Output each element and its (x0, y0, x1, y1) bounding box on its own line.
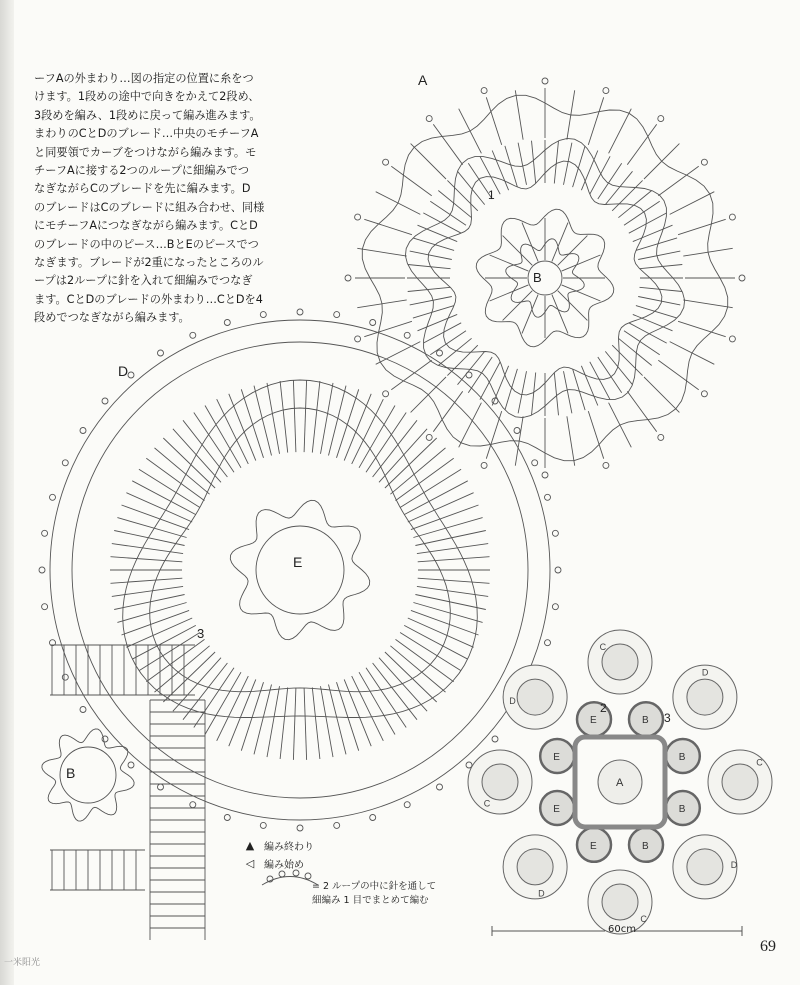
picot-dot (437, 784, 443, 790)
braid-stitch (415, 531, 485, 546)
picot-dot (466, 762, 472, 768)
inner-motif-letter: B (678, 804, 686, 815)
braid-stitch (638, 251, 680, 259)
center-motif-letter: A (616, 777, 624, 789)
braid-stitch (293, 688, 296, 760)
picot-dot (542, 78, 548, 84)
picot-dot (355, 336, 361, 342)
chain-loop (678, 219, 726, 234)
outer-motif-letter: D (538, 888, 545, 899)
chain-loop (391, 166, 431, 195)
instruction-line: チーフAに接する2つのループに細編みでつ (34, 164, 250, 178)
inner-motif-letter: E (590, 715, 597, 727)
chain-loop (644, 144, 679, 179)
picot-dot (729, 336, 735, 342)
braid-stitch (111, 578, 183, 583)
braid-stitch (173, 429, 221, 483)
legend-end (242, 838, 314, 853)
picot-dot (42, 604, 48, 610)
outer-motif-center (602, 884, 638, 920)
picot-dot (102, 398, 108, 404)
braid-stitch (408, 287, 451, 291)
picot-dot (334, 822, 340, 828)
inner-motif-letter: B (642, 715, 649, 727)
chain-loop (588, 411, 603, 459)
chain-stitch (552, 223, 568, 262)
chain-stitch (522, 295, 538, 334)
braid-stitch (385, 438, 437, 488)
chain-loop (391, 360, 431, 389)
round-1-label: 1 (488, 188, 495, 202)
braid-stitch (163, 438, 215, 488)
braid-stitch (413, 603, 482, 623)
picot-dot (603, 88, 609, 94)
picot-dot (355, 214, 361, 220)
picot-dot (190, 802, 196, 808)
chain-loop (357, 248, 406, 256)
picot-dot (80, 428, 86, 434)
end-marker-icon: ▲ (245, 839, 255, 852)
chain-loop (486, 411, 501, 459)
braid-stitch (638, 297, 680, 305)
picot-dot (128, 762, 134, 768)
braid-stitch (564, 371, 572, 413)
chain-stitch (522, 223, 538, 262)
braid-stitch (112, 586, 183, 596)
round-3-label: 3 (197, 626, 205, 641)
outer-motif-letter: D (701, 667, 709, 678)
outer-motif-letter: C (599, 641, 607, 652)
picot-dot (542, 472, 548, 478)
inner-motif-letter: E (590, 840, 597, 852)
braid-stitch (430, 331, 466, 355)
assembly-layout-diagram (468, 630, 772, 934)
braid-stitch (280, 381, 288, 453)
chain-loop (515, 90, 523, 139)
picot-dot (62, 460, 68, 466)
picot-dot (334, 312, 340, 318)
chain-loop (658, 166, 698, 195)
instruction-line: にモチーフAにつなぎながら編みます。CとD (34, 219, 258, 233)
legend-start (242, 856, 304, 871)
picot-dot (481, 462, 487, 468)
picot-dot (552, 604, 558, 610)
chain-stitch (562, 255, 601, 271)
braid-stitch (636, 306, 677, 319)
chain-loop (459, 109, 482, 154)
motif-e-label: E (293, 554, 303, 570)
watermark: 一米阳光 (4, 958, 41, 968)
chain-loop (658, 360, 698, 389)
picot-dot (603, 462, 609, 468)
chain-stitch (552, 295, 568, 334)
chain-loop (433, 124, 462, 164)
chain-loop (567, 416, 575, 465)
picot-dot (370, 815, 376, 821)
instruction-line: ます。CとDのブレードの外まわり…CとDを4 (34, 292, 263, 306)
braid-stitch (379, 658, 427, 712)
picot-dot (383, 391, 389, 397)
picot-dot (297, 825, 303, 831)
outer-motif-center (517, 679, 553, 715)
loop-note-line: = 2 ループの中に針を通して (312, 881, 437, 892)
braid-stitch (518, 143, 526, 185)
picot-dot (260, 822, 266, 828)
braid-stitch (280, 687, 288, 759)
outer-motif-letter: C (483, 798, 491, 809)
braid-stitch (624, 331, 660, 355)
chain-loop (609, 403, 632, 448)
picot-dot (701, 159, 707, 165)
picot-dot (466, 372, 472, 378)
picot-dot (158, 784, 164, 790)
braid-stitch (417, 586, 488, 596)
picot-dot (383, 159, 389, 165)
picot-dot (224, 320, 230, 326)
chain-loop (433, 391, 462, 431)
braid-stitch (155, 448, 210, 494)
chain-loop (670, 192, 715, 215)
instruction-line: のブレードの中のピース…BとEのピースでつ (34, 237, 259, 251)
chain-loop (609, 109, 632, 154)
braid-stitch (304, 688, 307, 760)
inner-motif-letter: E (553, 804, 560, 815)
motif-e-petal (230, 500, 369, 639)
picot-dot (545, 494, 551, 500)
braid-stitch (337, 682, 359, 751)
braid-stitch (390, 448, 445, 494)
braid-stitch (385, 652, 437, 702)
braid-stitch (344, 679, 371, 746)
braid-stitch (413, 238, 454, 251)
instruction-line: なぎます。ブレードが2重になったところのル (34, 256, 264, 270)
motif-b-petal (42, 729, 134, 821)
chain-loop (588, 97, 603, 145)
chain-stitch (503, 291, 533, 321)
inner-motif-letter: B (642, 840, 649, 852)
outer-motif-center (517, 849, 553, 885)
braid-stitch (379, 429, 427, 483)
chain-loop (376, 342, 421, 365)
instruction-line: なぎながらCのブレードを先に編みます。D (34, 182, 251, 196)
picot-dot (158, 350, 164, 356)
motif-e-center (256, 526, 344, 614)
braid-stitch (564, 143, 572, 185)
outer-motif-center (687, 849, 723, 885)
picot-dot (658, 434, 664, 440)
chain-stitch (558, 291, 588, 321)
instruction-line: のブレードはCのブレードに組み合わせ、同様 (34, 200, 265, 214)
inner-motif-letter: E (553, 752, 560, 763)
braid-stitch (111, 557, 183, 562)
chain-loop (411, 377, 446, 412)
braid-stitch (312, 381, 320, 453)
chain-stitch (490, 255, 529, 271)
chain-stitch (558, 236, 588, 266)
motif-a-chart (345, 78, 745, 478)
motif-a-label: A (418, 72, 428, 88)
picot-dot (545, 640, 551, 646)
picot-dot (552, 530, 558, 536)
legend-symbols (262, 870, 318, 885)
braid-inner-edge (150, 408, 451, 692)
braid-stitch (163, 652, 215, 702)
braid-stitch (410, 297, 452, 305)
outer-motif-letter: C (640, 914, 647, 925)
instruction-line: と同要領でカーブをつけながら編みます。モ (34, 145, 257, 159)
braid-stitch (598, 163, 622, 199)
braid-stitch (241, 682, 263, 751)
chain-loop (683, 300, 732, 308)
chain-loop (376, 192, 421, 215)
picot-dot (62, 674, 68, 680)
chain-loop (678, 321, 726, 336)
instruction-line: けます。1段めの途中で向きをかえて2段め、 (34, 90, 260, 104)
braid-stitch (411, 610, 479, 635)
picot-dot (658, 116, 664, 122)
braid-stitch (573, 146, 586, 187)
chain-loop (670, 342, 715, 365)
legend-start-text: 編み始め (264, 860, 304, 871)
outer-motif-letter: D (509, 696, 516, 707)
braid-stitch (304, 380, 307, 452)
braid-stitch (241, 389, 263, 458)
braid-outer-edge (123, 380, 478, 718)
outer-motif-letter: C (756, 757, 763, 768)
inner-motif-letter: B (678, 752, 686, 763)
picot-dot (426, 116, 432, 122)
braid-stitch (438, 191, 471, 218)
braid-stitch (430, 201, 466, 225)
chain-stitch (503, 236, 533, 266)
chain-loop (627, 391, 656, 431)
braid-stitch (418, 557, 490, 562)
braid-stitch (337, 389, 359, 458)
picot-dot (190, 332, 196, 338)
instruction-line: ーフAの外まわり…図の指定の位置に糸をつ (34, 72, 254, 85)
braid-stitch (229, 679, 256, 746)
braid-stitch (624, 201, 660, 225)
braid-stitch (173, 658, 221, 712)
braid-stitch (418, 578, 490, 583)
picot-dot (514, 428, 520, 434)
loop-note-line: 細編み 1 目でまとめて編む (312, 895, 429, 906)
motif-d-label: D (118, 363, 129, 379)
braid-stitch (505, 369, 518, 410)
braid-stitch (410, 251, 452, 259)
motif-b-chart (42, 729, 134, 821)
picot-dot (532, 460, 538, 466)
outer-motif-center (599, 641, 638, 680)
picot-dot (739, 275, 745, 281)
picot-dot (260, 312, 266, 318)
chain-stitch (490, 285, 529, 301)
picot-dot (370, 320, 376, 326)
braid-stitch (640, 287, 683, 291)
motif-b-label: B (66, 765, 76, 781)
picot-dot (404, 332, 410, 338)
chain-loop (644, 377, 679, 412)
page-number: 69 (760, 938, 776, 955)
braid-stitch (117, 518, 186, 538)
picot-dot (481, 88, 487, 94)
braid-stitch (447, 180, 477, 210)
braid-stitch (612, 345, 642, 375)
braid-stitch (532, 141, 536, 184)
outer-motif-center (687, 679, 723, 715)
instruction-line: ープは2ループに針を入れて細編みでつなぎ (34, 274, 253, 288)
start-marker-icon: ◁ (245, 857, 255, 870)
outer-motif-letter: D (730, 859, 738, 870)
chain-loop (411, 144, 446, 179)
braid-stitch (293, 380, 296, 452)
picot-dot (437, 350, 443, 356)
braid-stitch (532, 373, 536, 416)
scale-label: 60cm (608, 924, 636, 935)
chain-loop (627, 124, 656, 164)
picot-dot (701, 391, 707, 397)
braid-stitch (605, 171, 632, 204)
picot-dot (50, 494, 56, 500)
braid-stitch (408, 265, 451, 269)
picot-dot (80, 707, 86, 713)
outer-motif-center (722, 764, 758, 800)
braid-stitch (612, 180, 642, 210)
braid-stitch (122, 610, 190, 635)
instruction-line: 3段めを編み、1段めに戻って編み進みます。 (34, 108, 261, 122)
picot-dot (128, 372, 134, 378)
braid-stitch (229, 394, 256, 461)
braid-stitch (114, 531, 184, 546)
picot-dot (224, 815, 230, 821)
braid-stitch (117, 603, 186, 623)
braid-stitch (344, 394, 371, 461)
picot-dot (729, 214, 735, 220)
picot-dot (345, 275, 351, 281)
marker-label: 3 (664, 711, 671, 725)
picot-dot (555, 567, 561, 573)
braid-stitch (640, 265, 683, 269)
picot-dot (404, 802, 410, 808)
marker-label: 2 (600, 701, 607, 715)
legend-end-text: 編み終わり (264, 842, 314, 853)
braid-stitch (554, 141, 558, 184)
picot-dot (492, 736, 498, 742)
picot-dot (39, 567, 45, 573)
picot-dot (42, 530, 48, 536)
braid-stitch (618, 338, 651, 365)
picot-dot (297, 309, 303, 315)
braid-stitch (598, 357, 622, 393)
motif-a-center-label: B (533, 270, 542, 285)
picot-dot (426, 434, 432, 440)
chain-stitch (562, 285, 601, 301)
chain-loop (486, 97, 501, 145)
braid-stitch (312, 687, 320, 759)
braid-stitch (413, 518, 482, 538)
instruction-line: 段めでつなぎながら編みます。 (34, 311, 190, 325)
legend-loop-note (312, 880, 436, 908)
outer-motif-center (482, 764, 518, 800)
braid-stitch (518, 371, 526, 413)
chain-loop (364, 219, 412, 234)
braid-stitch (554, 373, 558, 416)
instruction-line: まわりのCとDのブレード…中央のモチーフA (34, 127, 259, 141)
